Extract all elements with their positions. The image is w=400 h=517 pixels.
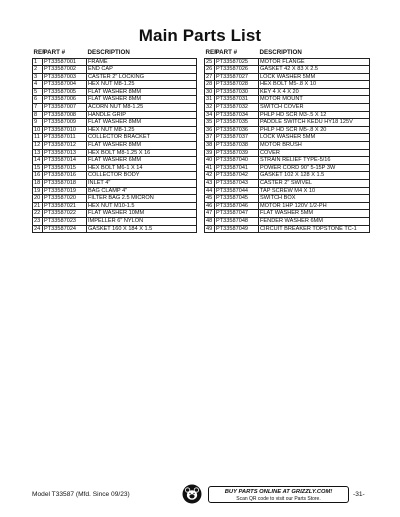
table-row (205, 164, 370, 172)
table-row (33, 187, 197, 195)
ref-cell: 40 (205, 157, 215, 165)
description-cell: COVER (259, 149, 370, 157)
part-number-cell: PT33587005 (43, 88, 87, 96)
table-row (205, 210, 370, 218)
ref-header: REF (33, 48, 46, 56)
part-number-cell: PT33587008 (43, 111, 87, 119)
table-row (205, 195, 370, 203)
part-number-cell: PT33587009 (43, 119, 87, 127)
ref-cell: 27 (205, 73, 215, 81)
part-number-cell: PT33587030 (215, 88, 259, 96)
table-row (33, 149, 197, 157)
part-number-header: PART # (215, 48, 238, 56)
description-cell: LOCK WASHER 5MM (259, 73, 370, 81)
table-row (33, 134, 197, 142)
part-number-cell: PT33587024 (43, 225, 87, 233)
description-cell: ACORN NUT M8-1.25 (87, 104, 197, 112)
table-row (33, 73, 197, 81)
table-row (205, 58, 370, 66)
table-row (205, 149, 370, 157)
table-row (205, 88, 370, 96)
table-row (33, 104, 197, 112)
ref-cell: 39 (205, 149, 215, 157)
table-row (33, 88, 197, 96)
part-number-cell: PT33587039 (215, 149, 259, 157)
ref-cell: 21 (33, 202, 43, 210)
part-number-cell: PT33587007 (43, 104, 87, 112)
ref-cell: 2 (33, 66, 43, 74)
ref-cell: 45 (205, 195, 215, 203)
description-cell: LOCK WASHER 5MM (259, 134, 370, 142)
description-cell: COLLECTOR BRACKET (87, 134, 197, 142)
ref-cell: 5 (33, 88, 43, 96)
part-number-cell: PT33587004 (43, 81, 87, 89)
table-row (205, 187, 370, 195)
part-number-cell: PT33587020 (43, 195, 87, 203)
ref-cell: 11 (33, 134, 43, 142)
description-header: DESCRIPTION (259, 48, 302, 56)
page-title: Main Parts List (138, 26, 262, 45)
ref-cell: 44 (205, 187, 215, 195)
table-row (33, 217, 197, 225)
table-row (33, 111, 197, 119)
table-row (205, 217, 370, 225)
ref-cell: 26 (205, 66, 215, 74)
part-number-cell: PT33587036 (215, 126, 259, 134)
ref-cell: 48 (205, 217, 215, 225)
description-cell: END CAP (87, 66, 197, 74)
part-number-cell: PT33587026 (215, 66, 259, 74)
part-number-cell: PT33587013 (43, 149, 87, 157)
description-cell: FLAT WASHER 8MM (87, 142, 197, 150)
part-number-cell: PT33587034 (215, 111, 259, 119)
table-header-row (33, 49, 197, 58)
table-row (33, 210, 197, 218)
part-number-cell: PT33587018 (43, 180, 87, 188)
description-cell: PHLP HD SCR M5-.8 X 20 (259, 126, 370, 134)
table-header-row (205, 49, 370, 58)
description-cell: HEX BOLT M8-1.25 X 16 (87, 149, 197, 157)
ref-cell: 36 (205, 126, 215, 134)
part-number-cell: PT33587028 (215, 81, 259, 89)
table-row (33, 142, 197, 150)
description-cell: HEX NUT M10-1.5 (87, 202, 197, 210)
description-header: DESCRIPTION (87, 48, 130, 56)
description-cell: HEX NUT M8-1.25 (87, 126, 197, 134)
table-row (205, 66, 370, 74)
ref-header: REF (205, 48, 218, 56)
table-row (33, 96, 197, 104)
ref-cell: 4 (33, 81, 43, 89)
ref-cell: 42 (205, 172, 215, 180)
part-number-cell: PT33587021 (43, 202, 87, 210)
table-row (33, 180, 197, 188)
part-number-cell: PT33587006 (43, 96, 87, 104)
description-cell: SWITCH BOX (259, 195, 370, 203)
description-cell: GASKET 42 X 83 X 2.5 (259, 66, 370, 74)
buy-parts-online-box (208, 486, 349, 503)
description-cell: POWER CORD 90" 5-15P 3W (259, 164, 370, 172)
parts-table-left-body (33, 58, 197, 233)
ref-cell: 43 (205, 180, 215, 188)
description-cell: FLAT WASHER 10MM (87, 210, 197, 218)
part-number-cell: PT33587001 (43, 58, 87, 66)
description-cell: CIRCUIT BREAKER TOPSTONE TC-1 (259, 225, 370, 233)
ref-cell: 8 (33, 111, 43, 119)
ref-cell: 14 (33, 157, 43, 165)
ref-cell: 19 (33, 187, 43, 195)
description-cell: FLAT WASHER 8MM (87, 119, 197, 127)
description-cell: FLAT WASHER 8MM (87, 96, 197, 104)
part-number-cell: PT33587046 (215, 202, 259, 210)
table-row (33, 119, 197, 127)
description-cell: GASKET 102 X 128 X 1.5 (259, 172, 370, 180)
ref-cell: 30 (205, 88, 215, 96)
description-cell: BAG CLAMP 4" (87, 187, 197, 195)
ref-cell: 9 (33, 119, 43, 127)
description-cell: GASKET 160 X 184 X 1.5 (87, 225, 197, 233)
table-row (33, 172, 197, 180)
ref-cell: 32 (205, 104, 215, 112)
part-number-cell: PT33587040 (215, 157, 259, 165)
table-row (33, 58, 197, 66)
scan-qr-text: Scan QR code to visit our Parts Store. (236, 495, 321, 502)
table-row (205, 104, 370, 112)
ref-cell: 3 (33, 73, 43, 81)
description-cell: FLAT WASHER 5MM (259, 210, 370, 218)
description-cell: HANDLE GRIP (87, 111, 197, 119)
description-cell: FILTER BAG 2.5 MICRON (87, 195, 197, 203)
ref-cell: 20 (33, 195, 43, 203)
table-row (33, 126, 197, 134)
ref-cell: 31 (205, 96, 215, 104)
ref-cell: 35 (205, 119, 215, 127)
part-number-cell: PT33587010 (43, 126, 87, 134)
description-cell: HEX NUT M8-1.25 (87, 81, 197, 89)
description-cell: INLET 4" (87, 180, 197, 188)
table-row (205, 96, 370, 104)
parts-table-right (204, 49, 370, 233)
part-number-cell: PT33587037 (215, 134, 259, 142)
description-cell: CASTER 2" SWIVEL (259, 180, 370, 188)
part-number-cell: PT33587023 (43, 217, 87, 225)
ref-cell: 18 (33, 180, 43, 188)
ref-cell: 38 (205, 142, 215, 150)
ref-cell: 47 (205, 210, 215, 218)
part-number-cell: PT33587041 (215, 164, 259, 172)
grizzly-bear-logo-icon (182, 484, 202, 504)
part-number-cell: PT33587045 (215, 195, 259, 203)
part-number-cell: PT33587049 (215, 225, 259, 233)
part-number-cell: PT33587025 (215, 58, 259, 66)
description-cell: MOTOR FLANGE (259, 58, 370, 66)
part-number-cell: PT33587011 (43, 134, 87, 142)
ref-cell: 12 (33, 142, 43, 150)
ref-cell: 1 (33, 58, 43, 66)
ref-cell: 37 (205, 134, 215, 142)
part-number-cell: PT33587044 (215, 187, 259, 195)
part-number-cell: PT33587012 (43, 142, 87, 150)
table-row (205, 119, 370, 127)
ref-cell: 6 (33, 96, 43, 104)
ref-cell: 25 (205, 58, 215, 66)
description-cell: IMPELLER 6" NYLON (87, 217, 197, 225)
description-cell: MOTOR MOUNT (259, 96, 370, 104)
table-row (33, 66, 197, 74)
ref-cell: 23 (33, 217, 43, 225)
ref-cell: 49 (205, 225, 215, 233)
part-number-cell: PT33587032 (215, 104, 259, 112)
ref-cell: 41 (205, 164, 215, 172)
table-row (33, 225, 197, 233)
ref-cell: 34 (205, 111, 215, 119)
page-number: -31- (353, 491, 365, 498)
table-row (205, 202, 370, 210)
ref-cell: 24 (33, 225, 43, 233)
ref-cell: 46 (205, 202, 215, 210)
ref-cell: 15 (33, 164, 43, 172)
table-row (205, 225, 370, 233)
part-number-cell: PT33587015 (43, 164, 87, 172)
part-number-cell: PT33587019 (43, 187, 87, 195)
table-row (33, 195, 197, 203)
description-cell: FENDER WASHER 6MM (259, 217, 370, 225)
ref-cell: 13 (33, 149, 43, 157)
part-number-cell: PT33587027 (215, 73, 259, 81)
model-label: Model T33587 (Mfd. Since 09/23) (32, 491, 130, 498)
parts-table-left (32, 49, 197, 233)
table-row (205, 81, 370, 89)
ref-cell: 22 (33, 210, 43, 218)
description-cell: HEX BOLT M5-.8 X 10 (259, 81, 370, 89)
table-row (33, 164, 197, 172)
part-number-header: PART # (43, 48, 66, 56)
table-row (33, 157, 197, 165)
table-row (205, 172, 370, 180)
description-cell: FLAT WASHER 6MM (87, 157, 197, 165)
table-row (33, 81, 197, 89)
description-cell: STRAIN RELIEF TYPE-5/16 (259, 157, 370, 165)
table-row (205, 126, 370, 134)
part-number-cell: PT33587035 (215, 119, 259, 127)
table-row (205, 111, 370, 119)
description-cell: MOTOR 1HP 120V 1/2-PH (259, 202, 370, 210)
description-cell: MOTOR BRUSH (259, 142, 370, 150)
description-cell: PHLP HD SCR M3-.5 X 12 (259, 111, 370, 119)
part-number-cell: PT33587031 (215, 96, 259, 104)
table-row (205, 134, 370, 142)
ref-cell: 10 (33, 126, 43, 134)
table-row (205, 142, 370, 150)
description-cell: TAP SCREW M4 X 10 (259, 187, 370, 195)
parts-table-right-body (205, 58, 370, 233)
description-cell: SWITCH COVER (259, 104, 370, 112)
description-cell: CASTER 2" LOCKING (87, 73, 197, 81)
table-row (205, 180, 370, 188)
table-row (205, 157, 370, 165)
part-number-cell: PT33587043 (215, 180, 259, 188)
part-number-cell: PT33587038 (215, 142, 259, 150)
part-number-cell: PT33587022 (43, 210, 87, 218)
part-number-cell: PT33587016 (43, 172, 87, 180)
ref-cell: 16 (33, 172, 43, 180)
part-number-cell: PT33587042 (215, 172, 259, 180)
description-cell: KEY 4 X 4 X 20 (259, 88, 370, 96)
part-number-cell: PT33587014 (43, 157, 87, 165)
ref-cell: 7 (33, 104, 43, 112)
description-cell: FLAT WASHER 8MM (87, 88, 197, 96)
ref-cell: 28 (205, 81, 215, 89)
description-cell: FRAME (87, 58, 197, 66)
part-number-cell: PT33587048 (215, 217, 259, 225)
table-row (33, 202, 197, 210)
table-row (205, 73, 370, 81)
part-number-cell: PT33587003 (43, 73, 87, 81)
description-cell: PADDLE SWITCH KEDU HY18 125V (259, 119, 370, 127)
part-number-cell: PT33587002 (43, 66, 87, 74)
part-number-cell: PT33587047 (215, 210, 259, 218)
description-cell: HEX BOLT M6-1 X 14 (87, 164, 197, 172)
buy-parts-online-text: BUY PARTS ONLINE AT GRIZZLY.COM! (224, 488, 333, 495)
description-cell: COLLECTOR BODY (87, 172, 197, 180)
